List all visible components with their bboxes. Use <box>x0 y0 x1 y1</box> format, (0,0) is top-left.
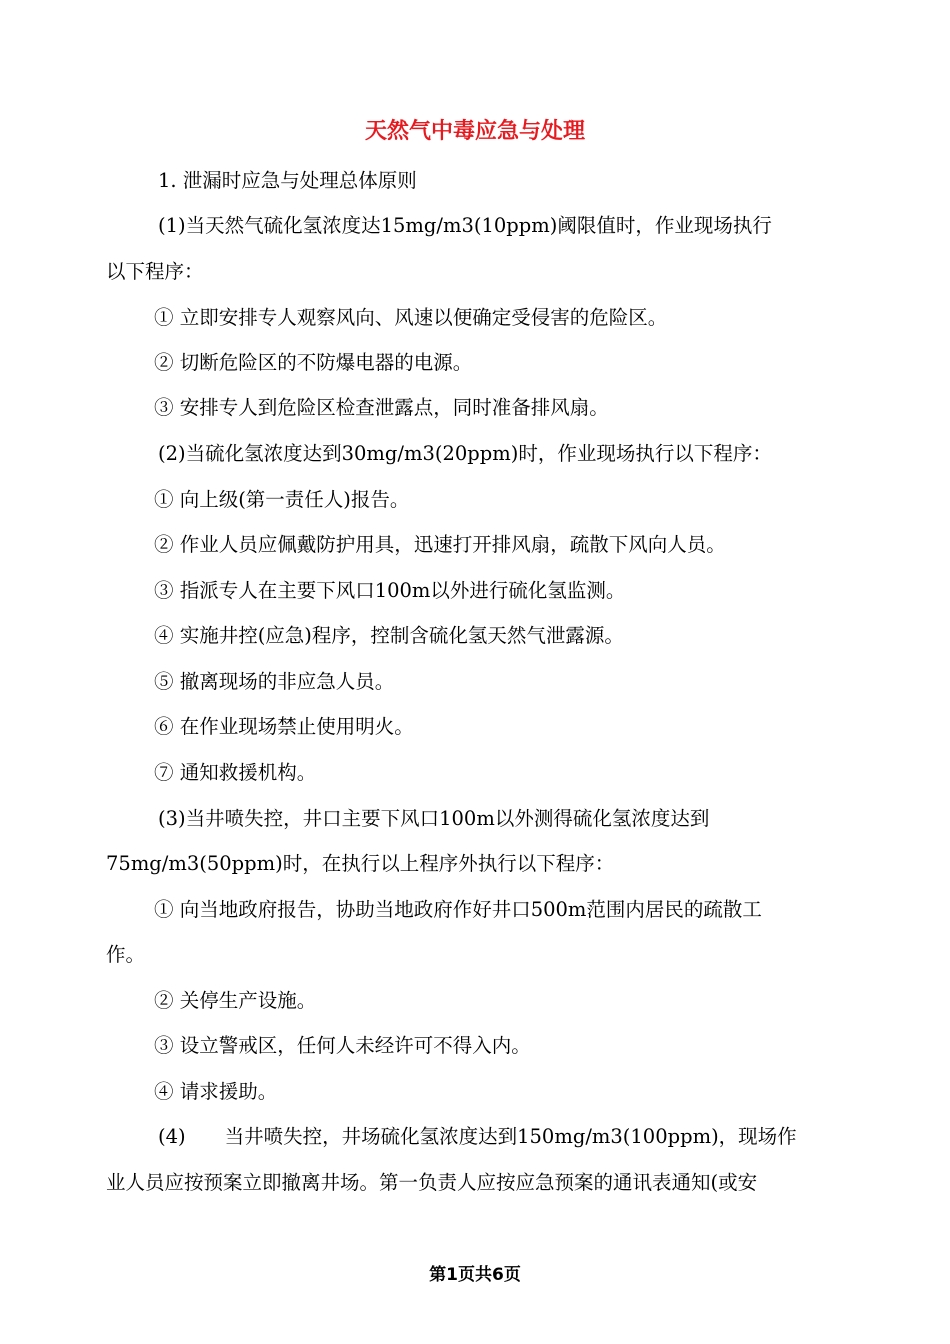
list-item: ② 作业人员应佩戴防护用具，迅速打开排风扇，疏散下风向人员。 <box>154 533 726 556</box>
paragraph-line: (1)当天然气硫化氢浓度达15mg/m3(10ppm)阈限值时，作业现场执行 <box>158 214 772 237</box>
section-heading: 1. 泄漏时应急与处理总体原则 <box>158 169 417 192</box>
paragraph-line: 以下程序： <box>106 260 204 283</box>
list-item: ③ 指派专人在主要下风口100m以外进行硫化氢监测。 <box>154 579 626 602</box>
list-item: ④ 请求援助。 <box>154 1080 278 1103</box>
list-item-continuation: 作。 <box>106 943 146 966</box>
list-item: ⑥ 在作业现场禁止使用明火。 <box>154 715 414 738</box>
list-item: ① 向当地政府报告，协助当地政府作好井口500m范围内居民的疏散工 <box>154 898 762 921</box>
list-item: ③ 安排专人到危险区检查泄露点，同时准备排风扇。 <box>154 396 609 419</box>
list-item: ② 切断危险区的不防爆电器的电源。 <box>154 351 473 374</box>
paragraph-line: 业人员应按预案立即撤离井场。第一负责人应按应急预案的通讯表通知(或安 <box>106 1171 758 1194</box>
list-item: ② 关停生产设施。 <box>154 989 317 1012</box>
list-item: ④ 实施井控(应急)程序，控制含硫化氢天然气泄露源。 <box>154 624 624 647</box>
document-title: 天然气中毒应急与处理 <box>364 119 585 144</box>
list-item: ⑦ 通知救援机构。 <box>154 761 317 784</box>
paragraph-line: (2)当硫化氢浓度达到30mg/m3(20ppm)时，作业现场执行以下程序： <box>158 442 772 465</box>
page-number: 第1页共6页 <box>429 1265 521 1285</box>
list-item: ⑤ 撤离现场的非应急人员。 <box>154 670 395 693</box>
paragraph-line: (4) 当井喷失控，井场硫化氢浓度达到150mg/m3(100ppm)，现场作 <box>158 1125 797 1148</box>
list-item: ① 向上级(第一责任人)报告。 <box>154 488 410 511</box>
paragraph-line: (3)当井喷失控，井口主要下风口100m以外测得硫化氢浓度达到 <box>158 807 710 830</box>
paragraph-line: 75mg/m3(50ppm)时，在执行以上程序外执行以下程序： <box>106 852 615 875</box>
list-item: ③ 设立警戒区，任何人未经许可不得入内。 <box>154 1034 531 1057</box>
list-item: ① 立即安排专人观察风向、风速以便确定受侵害的危险区。 <box>154 306 668 329</box>
